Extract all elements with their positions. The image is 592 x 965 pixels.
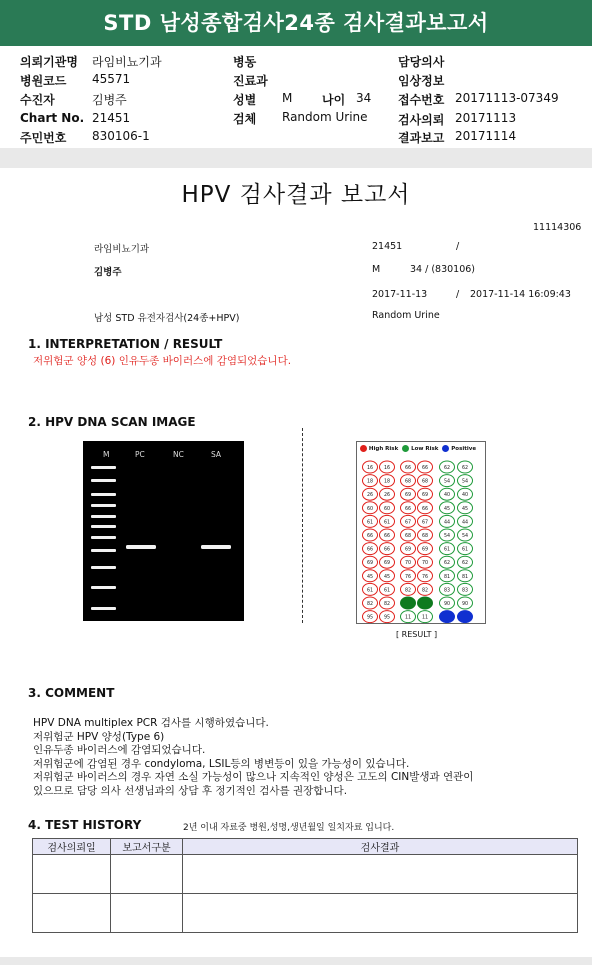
chip-spot bbox=[401, 556, 416, 568]
comment-line: 저위험군에 감염된 경우 condyloma, LSIL등의 병변등이 있을 가능성이 있습니다. bbox=[33, 757, 410, 770]
report-slash: / bbox=[456, 241, 460, 252]
info-label-age: 나이 bbox=[322, 93, 346, 107]
chip-spot-label: 81 bbox=[443, 574, 451, 580]
chip-spot bbox=[401, 502, 416, 514]
legend-positive: Positive bbox=[451, 446, 477, 452]
report-specimen: Random Urine bbox=[372, 310, 440, 321]
info-label-report-date: 결과보고 bbox=[398, 131, 445, 145]
chip-spot-label: 76 bbox=[404, 574, 412, 580]
chip-spot-label: 44 bbox=[443, 520, 451, 526]
chip-spot-label: 61 bbox=[461, 547, 469, 553]
col-header-report-type: 보고서구분 bbox=[111, 839, 183, 855]
ladder-band bbox=[91, 466, 116, 469]
comment-line: 저위험군 HPV 양성(Type 6) bbox=[33, 730, 165, 743]
chip-spot-label: 45 bbox=[383, 574, 391, 580]
chip-spot-label: 45 bbox=[461, 506, 469, 512]
chip-spot-label: 68 bbox=[421, 479, 429, 485]
chip-spot-label: 61 bbox=[366, 588, 374, 594]
chip-spot bbox=[380, 502, 395, 514]
info-value-specimen: Random Urine bbox=[282, 110, 368, 124]
chip-spot-label: 82 bbox=[383, 602, 391, 607]
info-label-ward: 병동 bbox=[233, 55, 257, 69]
chip-spot-label: 90 bbox=[443, 602, 451, 607]
info-value-chart-no: 21451 bbox=[92, 111, 131, 125]
info-label-chart-no: Chart No. bbox=[20, 111, 85, 125]
table-cell bbox=[183, 894, 578, 933]
chip-spot bbox=[380, 488, 395, 500]
comment-line: 있으므로 담당 의사 선생님과의 상담 후 정기적인 검사를 권장합니다. bbox=[33, 784, 348, 797]
report-date-separator: / bbox=[456, 289, 460, 300]
info-value-sex: M bbox=[282, 91, 293, 105]
chip-spot-label: 62 bbox=[461, 466, 469, 471]
chip-spot-label: 68 bbox=[421, 534, 429, 539]
chip-spot bbox=[458, 502, 473, 514]
chip-spot-label: 26 bbox=[366, 493, 374, 499]
chip-spot bbox=[440, 515, 455, 527]
chip-spot bbox=[363, 556, 378, 568]
info-label-clinical-info: 임상정보 bbox=[398, 74, 445, 88]
ladder-band bbox=[91, 566, 116, 569]
info-label-institution: 의뢰기관명 bbox=[20, 55, 78, 69]
chip-spot-label: 66 bbox=[404, 466, 412, 471]
chip-spot-label: 11 bbox=[404, 615, 412, 621]
sa-band bbox=[201, 545, 231, 549]
chip-spot bbox=[401, 488, 416, 500]
chip-spot-label: 66 bbox=[404, 506, 412, 512]
chip-spot-label: 81 bbox=[461, 574, 469, 580]
info-value-patient: 김병주 bbox=[92, 93, 127, 107]
chip-spot-label: 11 bbox=[421, 615, 429, 621]
info-value-report-date: 20171114 bbox=[455, 129, 517, 143]
table-cell bbox=[111, 855, 183, 894]
chip-spot-label: 83 bbox=[443, 588, 451, 594]
chip-spot bbox=[458, 556, 473, 568]
report-date-reported: 2017-11-14 16:09:43 bbox=[470, 289, 571, 300]
chip-spot bbox=[440, 611, 455, 623]
chip-spot bbox=[363, 515, 378, 527]
chip-spot-label: 54 bbox=[461, 479, 469, 485]
test-history-table bbox=[32, 838, 578, 933]
chip-spot-label: 60 bbox=[366, 506, 374, 512]
chip-spot bbox=[363, 611, 378, 623]
chip-spot-label: 62 bbox=[461, 561, 469, 567]
table-row bbox=[33, 894, 578, 933]
info-label-hospital-code: 병원코드 bbox=[20, 74, 67, 88]
chip-spot bbox=[418, 515, 433, 527]
info-label-specimen: 검체 bbox=[233, 112, 257, 126]
info-value-institution: 라임비뇨기과 bbox=[92, 55, 162, 69]
chip-spot bbox=[440, 556, 455, 568]
hpv-chip-image bbox=[356, 441, 486, 624]
chip-spot bbox=[363, 529, 378, 541]
report-age-id: 34 / (830106) bbox=[410, 264, 476, 275]
chip-spot-label: 69 bbox=[421, 493, 429, 499]
chip-spot bbox=[363, 502, 378, 514]
chip-spot-label: 66 bbox=[366, 547, 374, 553]
chip-spot bbox=[440, 488, 455, 500]
test-history-heading: 4. TEST HISTORY bbox=[28, 818, 142, 832]
report-banner-title: STD 남성종합검사24종 검사결과보고서 bbox=[0, 0, 592, 46]
chip-spot-label: 69 bbox=[383, 561, 391, 567]
chip-spot bbox=[401, 583, 416, 595]
document-id: 11114306 bbox=[533, 222, 582, 233]
chip-spot-label: 60 bbox=[383, 506, 391, 512]
chip-spot bbox=[458, 570, 473, 582]
chip-spot-label: 83 bbox=[461, 588, 469, 594]
chip-spot-label: 45 bbox=[366, 574, 374, 580]
chip-spot-label: 45 bbox=[443, 506, 451, 512]
report-test-name: 남성 STD 유전자검사(24종+HPV) bbox=[94, 313, 240, 324]
gel-lane-label-nc: NC bbox=[173, 450, 184, 459]
scan-divider bbox=[302, 428, 303, 623]
chip-spot bbox=[440, 543, 455, 555]
comment-body bbox=[33, 717, 573, 798]
chip-spot-label: 66 bbox=[383, 547, 391, 553]
info-value-age: 34 bbox=[356, 91, 372, 105]
chip-spot bbox=[380, 570, 395, 582]
chip-spot-label: 18 bbox=[366, 479, 374, 485]
chip-grid bbox=[357, 442, 485, 623]
chip-spot-label: 16 bbox=[383, 466, 391, 471]
chip-spot bbox=[380, 611, 395, 623]
chip-spot bbox=[401, 529, 416, 541]
chip-spot-label: 82 bbox=[421, 588, 429, 594]
chip-spot-label: 70 bbox=[421, 561, 429, 567]
chip-spot-label: 40 bbox=[461, 493, 469, 499]
chip-spot bbox=[418, 529, 433, 541]
info-label-sex: 성별 bbox=[233, 93, 257, 107]
chip-spot-label: 18 bbox=[383, 479, 391, 485]
chip-spot-label: 54 bbox=[461, 534, 469, 539]
test-history-note: 2년 이내 자료중 병원,성명,생년월일 일치자료 입니다. bbox=[183, 823, 395, 833]
info-value-receipt-no: 20171113-07349 bbox=[455, 91, 559, 105]
info-label-resident-no: 주민번호 bbox=[20, 131, 67, 145]
chip-spot bbox=[418, 570, 433, 582]
table-row bbox=[33, 855, 578, 894]
footer-band bbox=[0, 957, 592, 965]
report-patient-name: 김병주 bbox=[94, 267, 122, 278]
chip-spot-label: 66 bbox=[366, 534, 374, 539]
chip-spot-label: 67 bbox=[404, 520, 412, 526]
chip-spot bbox=[458, 461, 473, 473]
chip-spot bbox=[380, 515, 395, 527]
legend-low-risk: Low Risk bbox=[411, 446, 439, 452]
chip-spot-label: 61 bbox=[443, 547, 451, 553]
gel-lane-label-pc: PC bbox=[135, 450, 145, 459]
info-value-resident-no: 830106-1 bbox=[92, 129, 150, 143]
ladder-band bbox=[91, 586, 116, 589]
chip-spot bbox=[458, 475, 473, 487]
info-label-patient: 수진자 bbox=[20, 93, 55, 107]
chip-spot-label: 61 bbox=[366, 520, 374, 526]
chip-spot bbox=[380, 461, 395, 473]
table-cell bbox=[183, 855, 578, 894]
chip-spot bbox=[458, 529, 473, 541]
chip-spot-label: 61 bbox=[383, 588, 391, 594]
chip-spot bbox=[458, 488, 473, 500]
chip-spot-label: 90 bbox=[461, 602, 469, 607]
ladder-band bbox=[91, 515, 116, 518]
chip-spot bbox=[363, 488, 378, 500]
info-label-department: 진료과 bbox=[233, 74, 268, 88]
chip-spot bbox=[401, 597, 416, 609]
table-header-row bbox=[33, 839, 578, 855]
chip-spot-label: 44 bbox=[461, 520, 469, 526]
chip-spot-label: 68 bbox=[404, 479, 412, 485]
chip-spot bbox=[380, 556, 395, 568]
chip-spot bbox=[418, 502, 433, 514]
chip-spot-label: 62 bbox=[443, 466, 451, 471]
chip-spot bbox=[418, 583, 433, 595]
chip-spot-label: 82 bbox=[404, 588, 412, 594]
chip-spot bbox=[401, 611, 416, 623]
chip-spot bbox=[363, 461, 378, 473]
chip-spot-label: 68 bbox=[404, 534, 412, 539]
info-value-request-date: 20171113 bbox=[455, 111, 517, 125]
interpretation-result-text: 저위험군 양성 (6) 인유두종 바이러스에 감염되었습니다. bbox=[33, 355, 292, 367]
chip-spot bbox=[418, 556, 433, 568]
chip-spot bbox=[363, 570, 378, 582]
chip-spot bbox=[401, 515, 416, 527]
ladder-band bbox=[91, 549, 116, 552]
chip-spot-label: 95 bbox=[366, 615, 374, 621]
chip-spot bbox=[380, 583, 395, 595]
comment-line: HPV DNA multiplex PCR 검사를 시행하였습니다. bbox=[33, 717, 269, 729]
ladder-band bbox=[91, 479, 116, 482]
chip-spot bbox=[418, 461, 433, 473]
chip-spot-label: 69 bbox=[404, 547, 412, 553]
report-hospital: 라임비뇨기과 bbox=[94, 244, 150, 255]
comment-heading: 3. COMMENT bbox=[28, 686, 115, 700]
chip-spot-label: 69 bbox=[421, 547, 429, 553]
ladder-band bbox=[91, 525, 116, 528]
report-sex: M bbox=[372, 264, 381, 275]
chip-spot bbox=[401, 570, 416, 582]
gel-lane-label-m: M bbox=[103, 450, 110, 459]
chip-spot bbox=[401, 475, 416, 487]
chip-spot bbox=[458, 583, 473, 595]
chip-spot-label: 95 bbox=[383, 615, 391, 621]
report-title: HPV 검사결과 보고서 bbox=[181, 182, 411, 208]
chip-spot bbox=[418, 475, 433, 487]
chip-spot bbox=[440, 583, 455, 595]
chip-spot bbox=[380, 475, 395, 487]
chip-spot bbox=[418, 543, 433, 555]
chip-spot-label: 66 bbox=[421, 506, 429, 512]
interpretation-heading: 1. INTERPRETATION / RESULT bbox=[28, 337, 223, 351]
chip-spot-label: 40 bbox=[443, 493, 451, 499]
chip-spot bbox=[363, 597, 378, 609]
chip-spot-label: 66 bbox=[421, 466, 429, 471]
gel-lane-label-sa: SA bbox=[211, 450, 222, 459]
chip-spot bbox=[380, 597, 395, 609]
chip-spot-label: 76 bbox=[421, 574, 429, 580]
chip-spot bbox=[418, 597, 433, 609]
col-header-result: 검사결과 bbox=[183, 839, 578, 855]
chip-spot-label: 69 bbox=[366, 561, 374, 567]
ladder-band bbox=[91, 607, 116, 610]
comment-line: 저위험군 바이러스의 경우 자연 소실 가능성이 많으나 지속적인 양성은 고도의 CIN발생과 연관이 bbox=[33, 771, 474, 783]
chip-spot-label: 54 bbox=[443, 534, 451, 539]
chip-spot bbox=[440, 597, 455, 609]
chip-spot-label: 69 bbox=[404, 493, 412, 499]
info-label-doctor: 담당의사 bbox=[398, 55, 445, 69]
col-header-request-date: 검사의뢰일 bbox=[33, 839, 111, 855]
info-value-hospital-code: 45571 bbox=[92, 72, 131, 86]
chip-spot-label: 62 bbox=[443, 561, 451, 567]
chip-spot-label: 61 bbox=[383, 520, 391, 526]
chip-spot bbox=[458, 597, 473, 609]
chip-spot-label: 67 bbox=[421, 520, 429, 526]
chip-spot bbox=[418, 611, 433, 623]
chip-spot bbox=[440, 529, 455, 541]
chip-spot-label: 26 bbox=[383, 493, 391, 499]
ladder-band bbox=[91, 504, 116, 507]
chip-spot bbox=[401, 461, 416, 473]
chip-spot bbox=[458, 515, 473, 527]
chip-spot bbox=[458, 543, 473, 555]
chip-spot-label: 66 bbox=[383, 534, 391, 539]
chip-spot bbox=[363, 543, 378, 555]
chip-spot-label: 54 bbox=[443, 479, 451, 485]
table-cell bbox=[33, 894, 111, 933]
info-label-receipt-no: 접수번호 bbox=[398, 93, 445, 107]
chip-spot bbox=[380, 529, 395, 541]
chip-spot bbox=[458, 611, 473, 623]
chip-spot-label: 82 bbox=[366, 602, 374, 607]
chip-spot bbox=[440, 502, 455, 514]
info-label-request-date: 검사의뢰 bbox=[398, 113, 445, 127]
pc-band bbox=[126, 545, 156, 549]
chip-spot bbox=[440, 461, 455, 473]
table-cell bbox=[111, 894, 183, 933]
chip-spot bbox=[440, 570, 455, 582]
ladder-band bbox=[91, 493, 116, 496]
chip-spot bbox=[363, 583, 378, 595]
ladder-band bbox=[91, 536, 116, 539]
chip-spot bbox=[440, 475, 455, 487]
report-date-received: 2017-11-13 bbox=[372, 289, 428, 300]
gel-electrophoresis-image bbox=[83, 441, 244, 621]
legend-high-risk: High Risk bbox=[368, 446, 399, 452]
table-cell bbox=[33, 855, 111, 894]
chip-spot bbox=[363, 475, 378, 487]
scan-image-heading: 2. HPV DNA SCAN IMAGE bbox=[28, 415, 196, 429]
comment-line: 인유두종 바이러스에 감염되었습니다. bbox=[33, 744, 206, 756]
chip-spot-label: 16 bbox=[366, 466, 374, 471]
report-chart-no: 21451 bbox=[372, 241, 403, 252]
chip-spot bbox=[380, 543, 395, 555]
chip-spot-label: 70 bbox=[404, 561, 412, 567]
section-divider-band bbox=[0, 148, 592, 168]
chip-result-label: [ RESULT ] bbox=[396, 630, 438, 639]
chip-spot bbox=[401, 543, 416, 555]
chip-spot bbox=[418, 488, 433, 500]
